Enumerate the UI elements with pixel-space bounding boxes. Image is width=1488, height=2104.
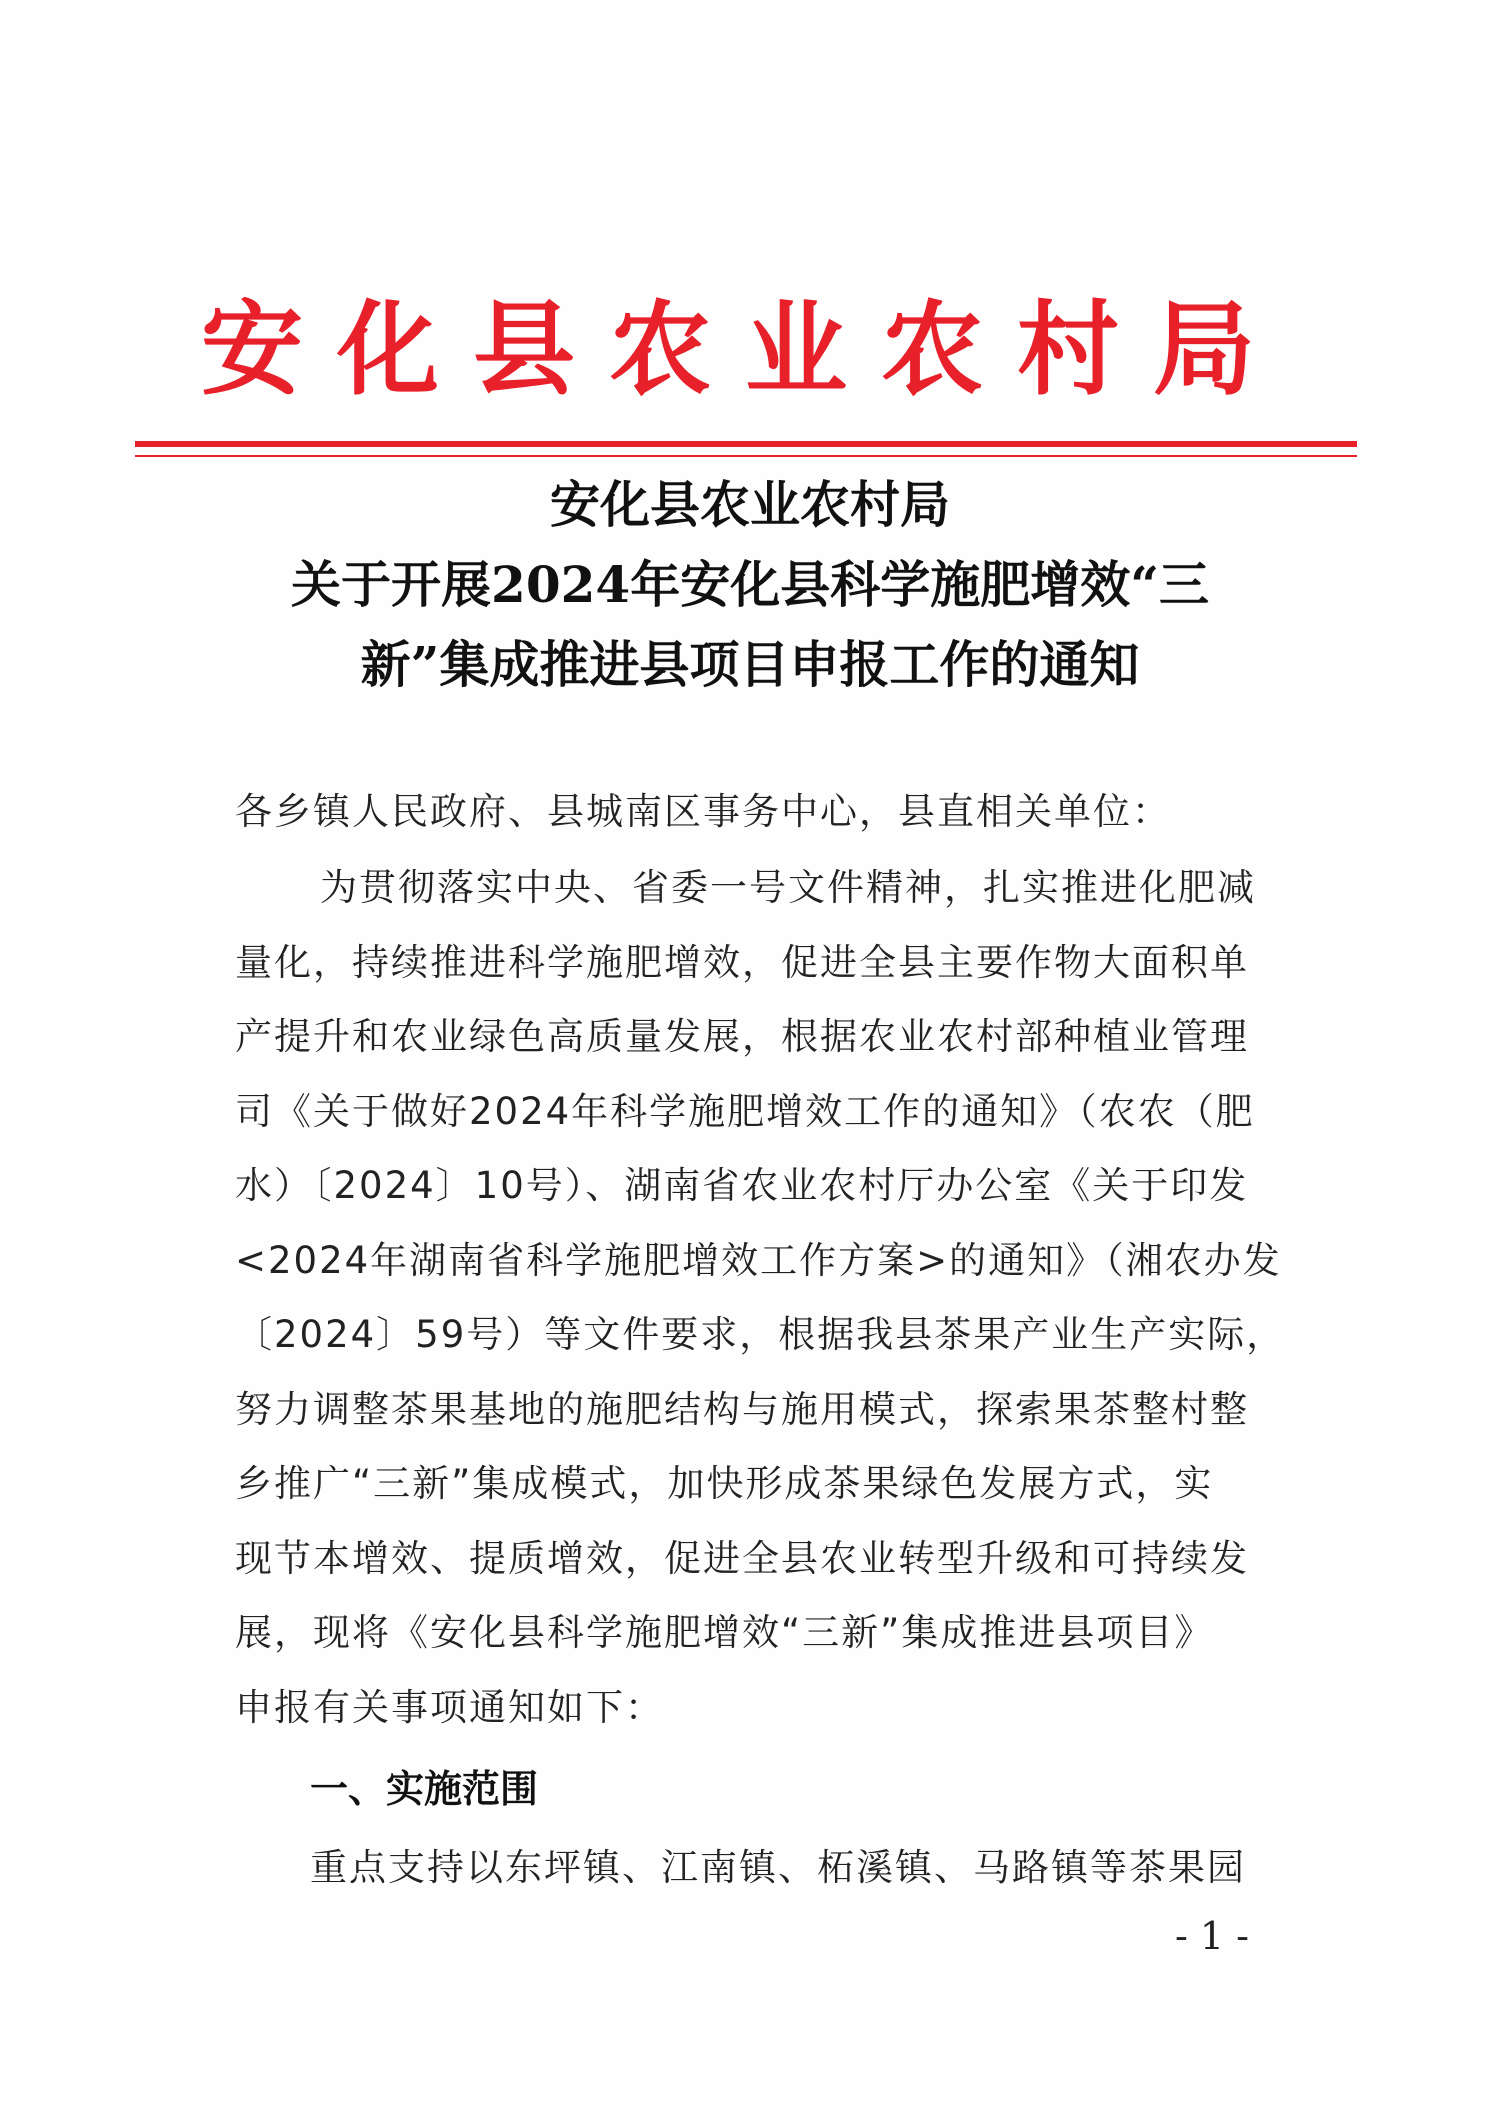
paragraph-line: 展，现将《安化县科学施肥增效“三新”集成推进县项目》 [235, 1611, 1214, 1654]
paragraph-line: 产提升和农业绿色高质量发展，根据农业农村部种植业管理 [235, 1015, 1249, 1058]
letterhead-rule-thick [135, 441, 1357, 447]
section-heading: 一、实施范围 [310, 1767, 539, 1811]
paragraph-line: 量化，持续推进科学施肥增效，促进全县主要作物大面积单 [235, 941, 1249, 984]
paragraph-line: 司《关于做好2024年科学施肥增效工作的通知》（农农（肥 [235, 1090, 1255, 1133]
paragraph-line: 水）〔2024〕10号）、湖南省农业农村厅办公室《关于印发 [235, 1164, 1249, 1207]
document-title-line-3: 新”集成推进县项目申报工作的通知 [360, 635, 1140, 694]
paragraph-line: 乡推广“三新”集成模式，加快形成茶果绿色发展方式，实 [235, 1462, 1214, 1505]
paragraph-line: <2024年湖南省科学施肥增效工作方案>的通知》（湘农办发 [235, 1239, 1282, 1282]
recipients-line: 各乡镇人民政府、县城南区事务中心，县直相关单位： [235, 790, 1171, 833]
paragraph-line: 申报有关事项通知如下： [235, 1686, 664, 1729]
document-title-line-2: 关于开展2024年安化县科学施肥增效“三 [291, 555, 1209, 614]
letterhead-title: 安化县农业农村局 [201, 290, 1289, 410]
section-text: 重点支持以东坪镇、江南镇、柘溪镇、马路镇等茶果园 [310, 1846, 1246, 1889]
paragraph-line: 现节本增效、提质增效，促进全县农业转型升级和可持续发 [235, 1537, 1249, 1580]
page-number: - 1 - [1175, 1914, 1250, 1958]
paragraph-line: 为贯彻落实中央、省委一号文件精神，扎实推进化肥减 [320, 866, 1256, 909]
paragraph-line: 努力调整茶果基地的施肥结构与施用模式，探索果茶整村整 [235, 1388, 1249, 1431]
paragraph-line: 〔2024〕59号）等文件要求，根据我县茶果产业生产实际， [235, 1313, 1286, 1356]
letterhead-rule-thin [135, 455, 1357, 457]
document-title-line-1: 安化县农业农村局 [550, 475, 950, 534]
